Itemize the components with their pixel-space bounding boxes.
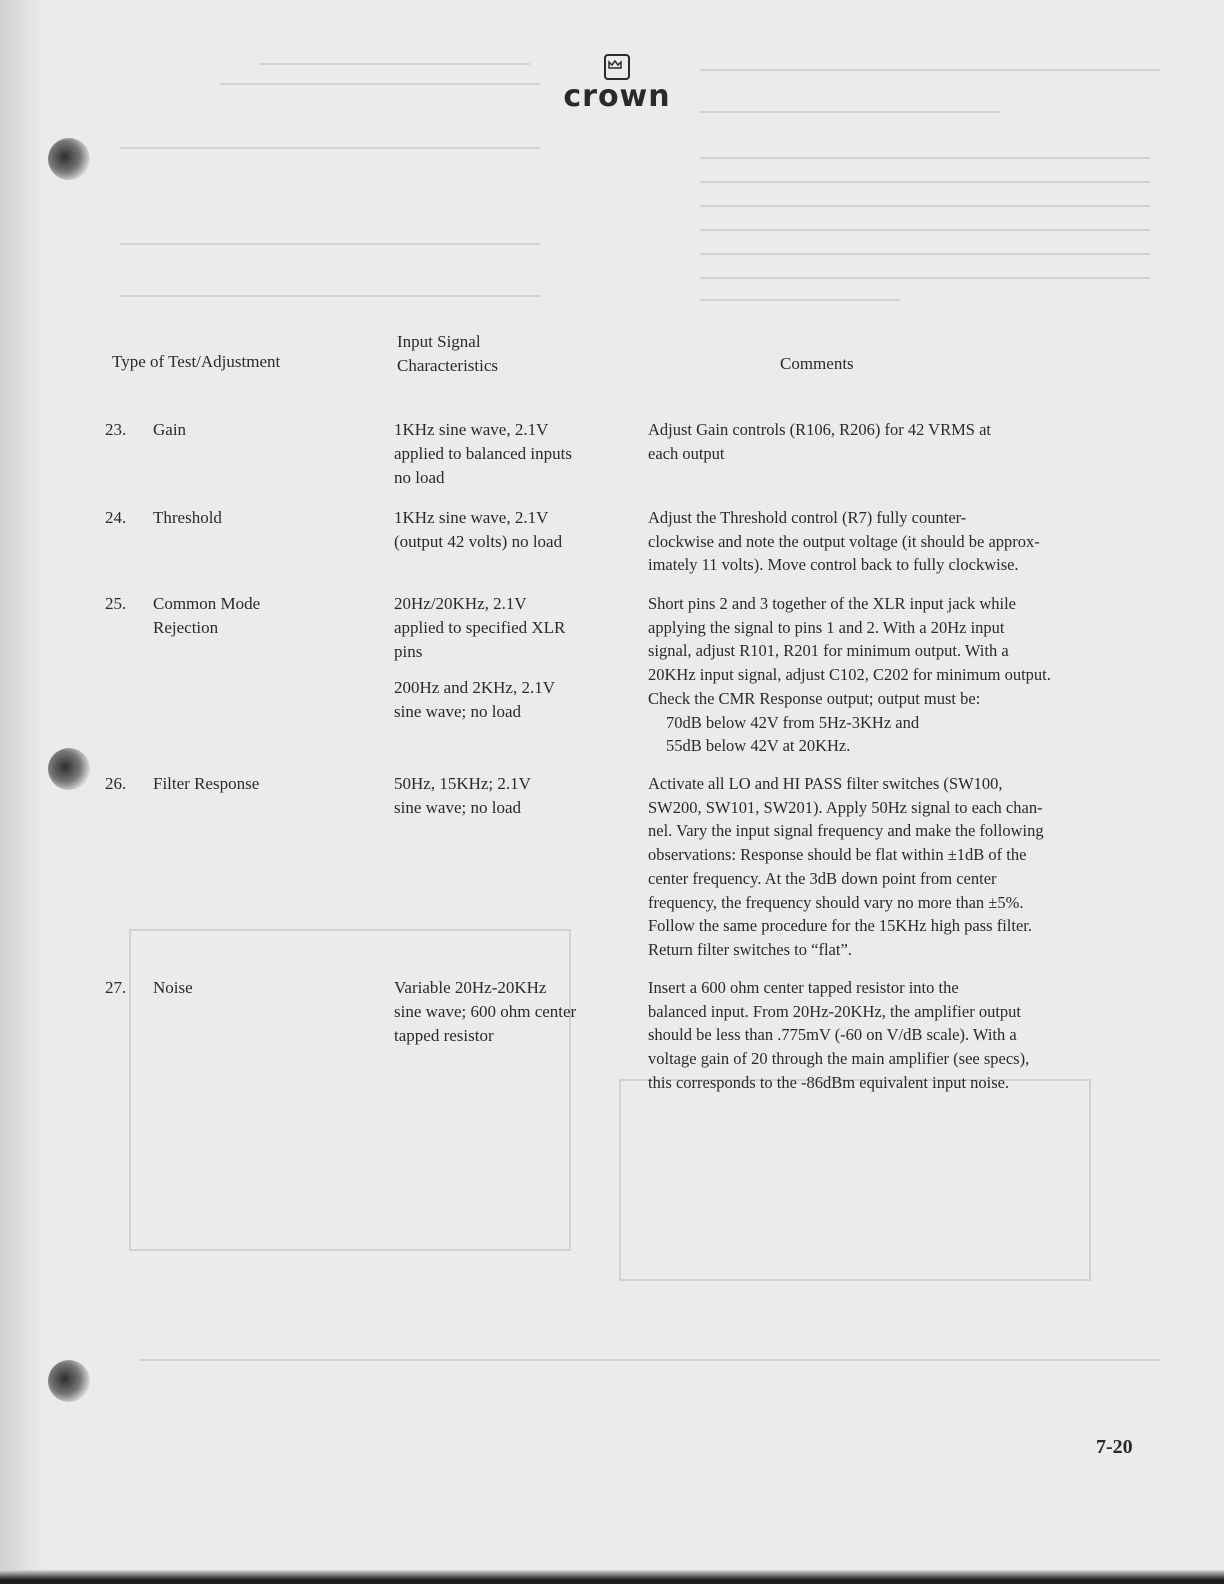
crown-logo	[562, 54, 672, 112]
page-number: 7-20	[1096, 1436, 1133, 1458]
row-signal	[394, 772, 634, 820]
text-line: Gain	[153, 420, 187, 439]
header-comments: Comments	[780, 354, 854, 373]
page-bottom-shadow	[0, 1570, 1224, 1584]
text-line: observations: Response should be flat within ±1dB of the	[648, 845, 1027, 865]
row-number: 25.	[105, 594, 127, 613]
text-line: Adjust Gain controls (R106, R206) for 42 VRMS at	[648, 420, 991, 439]
row-number: 26.	[105, 774, 127, 793]
text-line: 20KHz input signal, adjust C102, C202 for minimum output.	[648, 665, 1051, 685]
text-line: nel. Vary the input signal frequency and make the following	[648, 821, 1044, 841]
crown-icon	[604, 54, 630, 80]
text-line: Common Mode	[153, 594, 261, 613]
text-line: sine wave; no load	[394, 798, 521, 817]
text-line: Threshold	[153, 508, 222, 527]
text-line: Rejection	[153, 618, 219, 637]
text-line: applied to specified XLR	[394, 618, 566, 637]
text-line: Filter Response	[153, 774, 260, 793]
row-number: 27.	[105, 978, 127, 997]
row-test-name	[153, 976, 353, 1000]
text-line: (output 42 volts) no load	[394, 532, 563, 551]
text-line: sine wave; no load	[394, 702, 521, 721]
row-comments	[648, 418, 1140, 465]
row-test-name	[153, 506, 353, 530]
text-line: frequency, the frequency should vary no more than ±5%.	[648, 892, 1024, 912]
text-line: pins	[394, 642, 423, 661]
text-line: sine wave; 600 ohm center	[394, 1002, 577, 1021]
spacer	[394, 664, 634, 676]
row-signal	[394, 506, 634, 554]
row-signal	[394, 418, 634, 490]
text-line: 70dB below 42V from 5Hz-3KHz and	[666, 712, 920, 732]
text-line: Adjust the Threshold control (R7) fully counter-	[648, 508, 967, 527]
text-line: 20Hz/20KHz, 2.1V	[394, 594, 527, 613]
row-comments	[648, 976, 1140, 1095]
row-number: 24.	[105, 508, 127, 527]
header-signal-line2: Characteristics	[397, 356, 499, 375]
text-line: Variable 20Hz-20KHz	[394, 978, 547, 997]
text-line: voltage gain of 20 through the main amplifier (see specs),	[648, 1049, 1030, 1069]
row-signal	[394, 976, 634, 1048]
text-line: each output	[648, 443, 725, 463]
text-line: applying the signal to pins 1 and 2. With a 20Hz input	[648, 617, 1005, 637]
text-line: Return filter switches to “flat”.	[648, 939, 852, 959]
text-line: 1KHz sine wave, 2.1V	[394, 508, 549, 527]
row-test-name	[153, 592, 353, 640]
text-line: Short pins 2 and 3 together of the XLR input jack while	[648, 594, 1016, 613]
text-line: 55dB below 42V at 20KHz.	[666, 736, 851, 756]
text-line: Activate all LO and HI PASS filter switches (SW100,	[648, 774, 1003, 793]
row-comments	[648, 592, 1140, 758]
text-line: center frequency. At the 3dB down point from center	[648, 868, 997, 888]
text-line: SW200, SW101, SW201). Apply 50Hz signal to each chan-	[648, 797, 1043, 817]
text-line: 50Hz, 15KHz; 2.1V	[394, 774, 531, 793]
text-line: Check the CMR Response output; output must be:	[648, 688, 981, 708]
row-number: 23.	[105, 420, 127, 439]
text-line: should be less than .775mV (-60 on V/dB scale). With a	[648, 1025, 1017, 1045]
logo-wordmark: crown	[563, 79, 671, 114]
text-line: signal, adjust R101, R201 for minimum output. With a	[648, 641, 1009, 661]
row-comments	[648, 506, 1140, 577]
text-line: no load	[394, 468, 445, 487]
header-type: Type of Test/Adjustment	[112, 352, 281, 371]
text-line: clockwise and note the output voltage (it should be approx-	[648, 531, 1040, 551]
text-line: Follow the same procedure for the 15KHz high pass filter.	[648, 916, 1032, 936]
text-line: 200Hz and 2KHz, 2.1V	[394, 678, 555, 697]
text-line: Noise	[153, 978, 193, 997]
text-line: tapped resistor	[394, 1026, 494, 1045]
row-test-name	[153, 418, 353, 442]
row-test-name	[153, 772, 353, 796]
text-line: this corresponds to the -86dBm equivalent input noise.	[648, 1072, 1010, 1092]
text-line: Insert a 600 ohm center tapped resistor into the	[648, 978, 959, 997]
text-line: 1KHz sine wave, 2.1V	[394, 420, 549, 439]
text-line: imately 11 volts). Move control back to fully clockwise.	[648, 555, 1019, 575]
text-line: balanced input. From 20Hz-20KHz, the amplifier output	[648, 1001, 1021, 1021]
text-line: applied to balanced inputs	[394, 444, 572, 463]
header-signal-line1: Input Signal	[397, 332, 481, 351]
row-signal	[394, 592, 634, 724]
row-comments	[648, 772, 1140, 962]
